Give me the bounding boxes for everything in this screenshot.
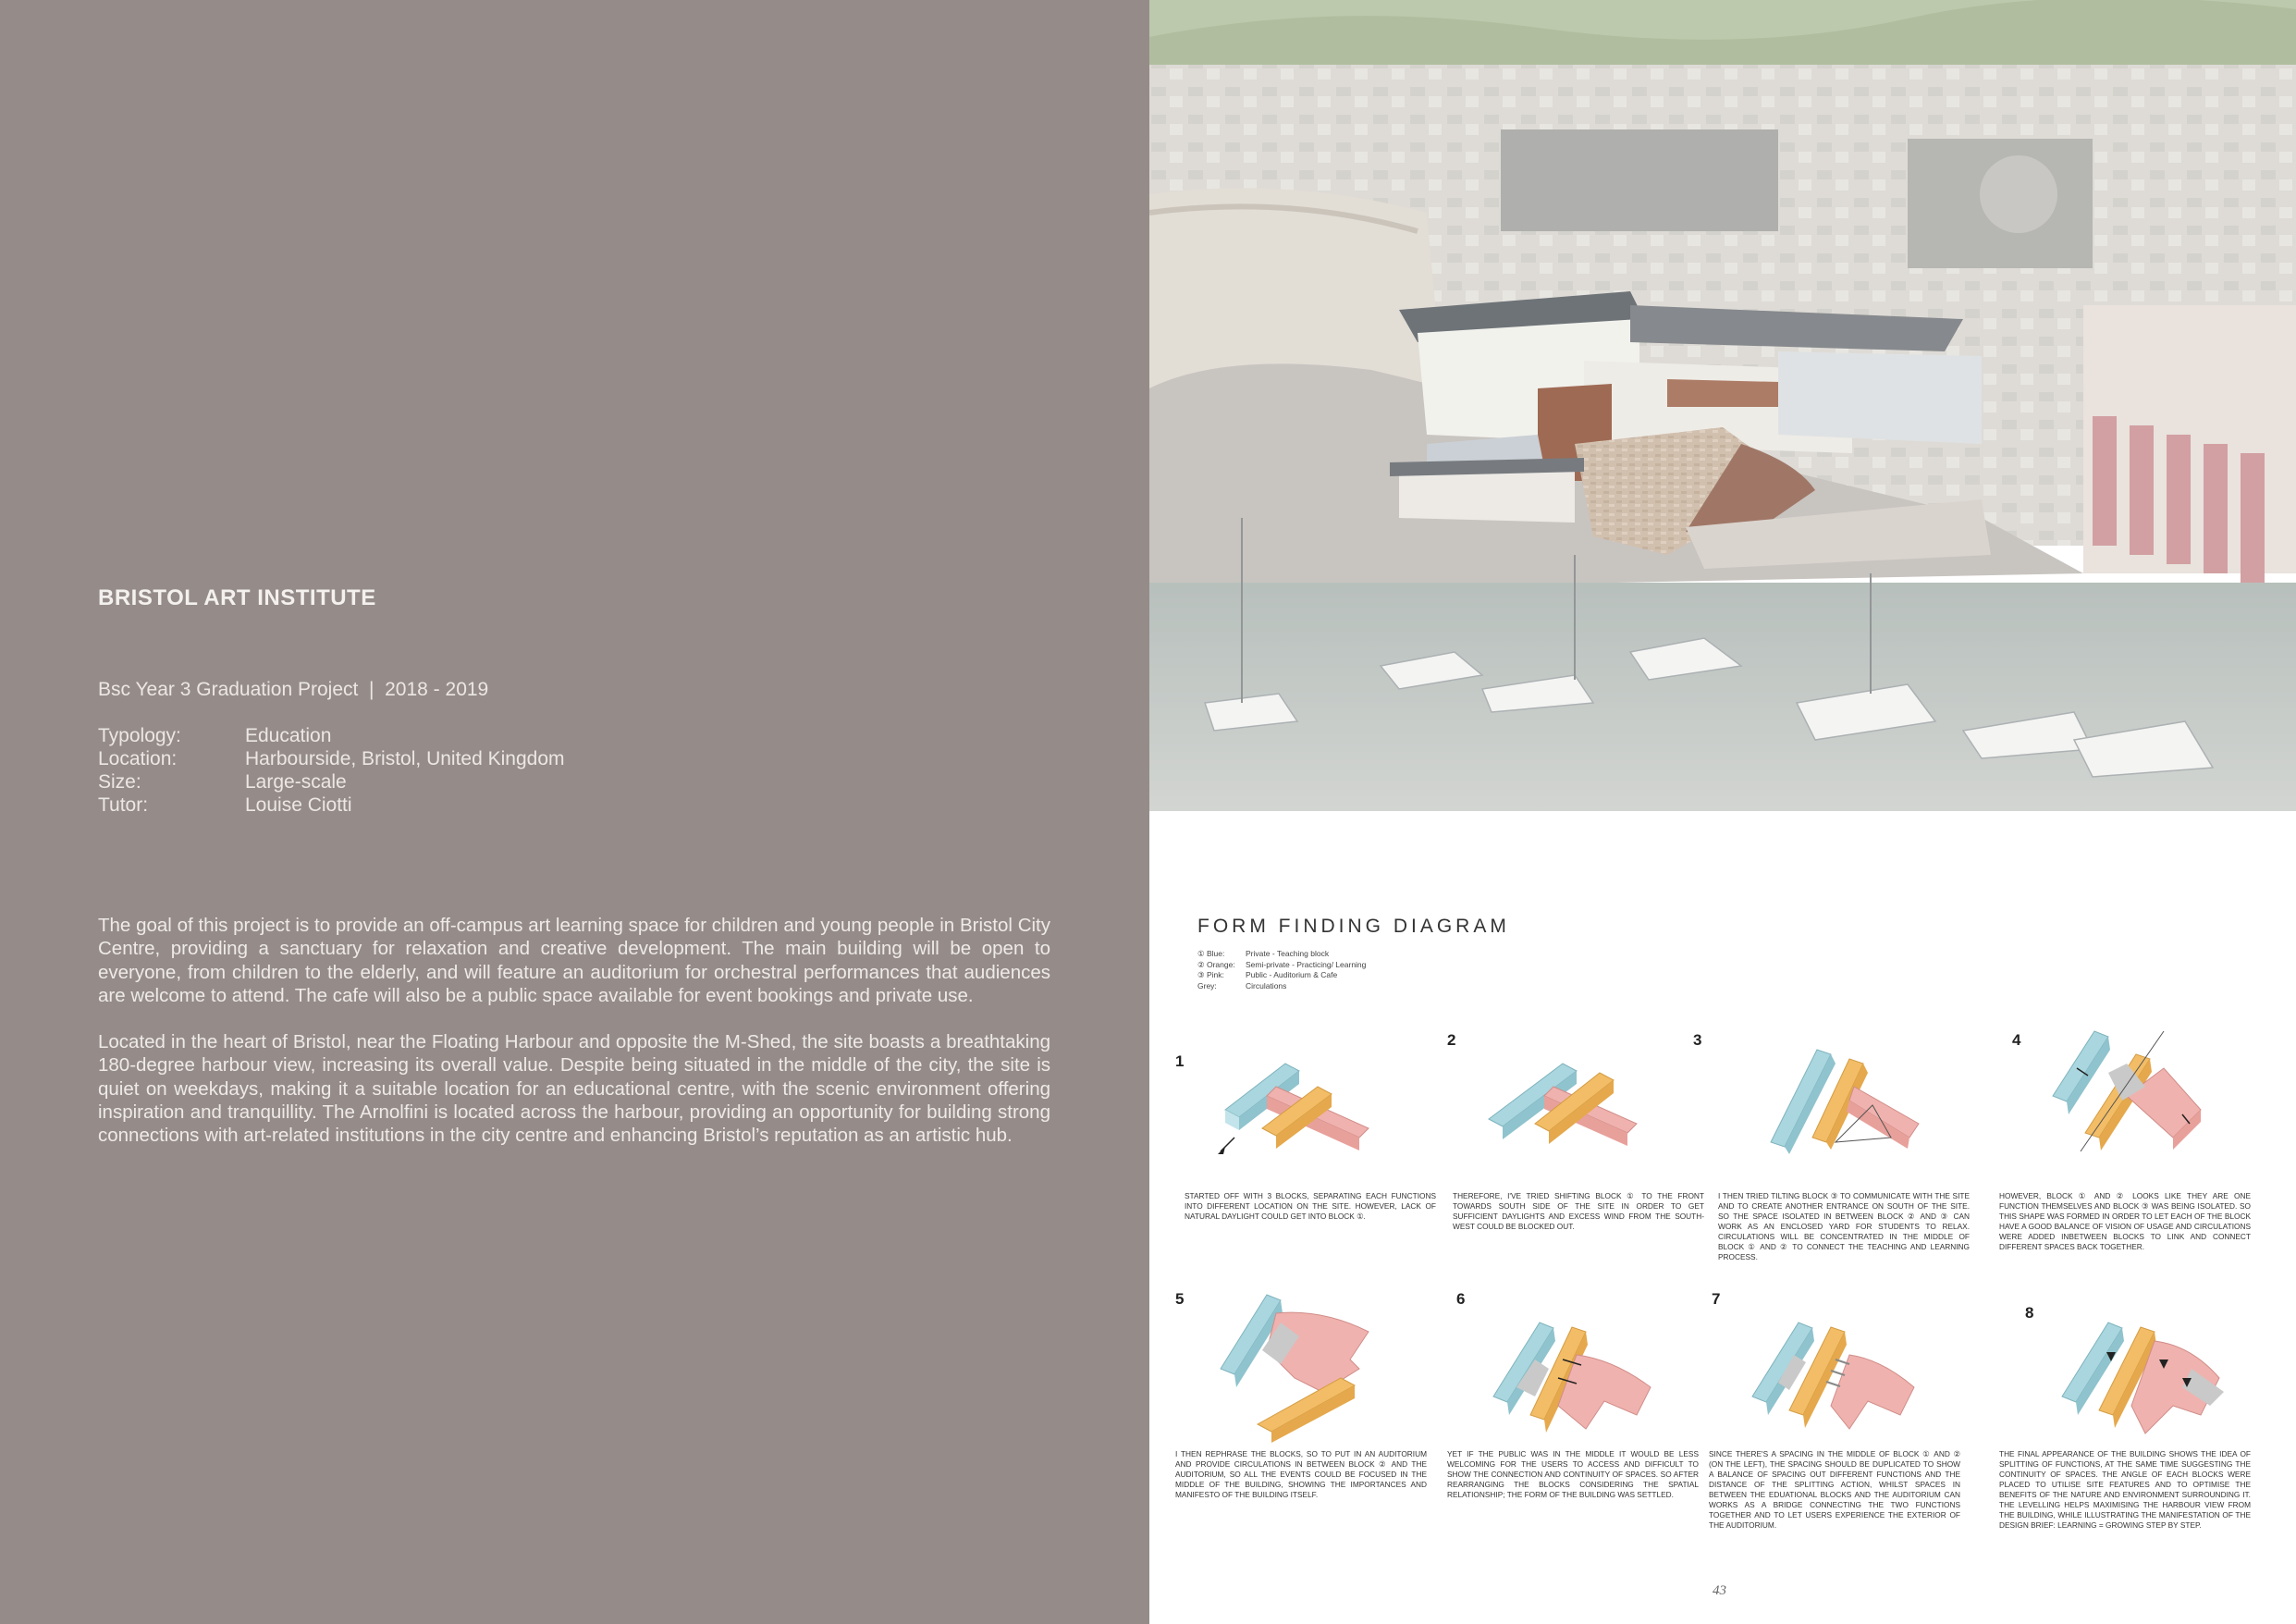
legend-key: ② Orange: [1197, 959, 1235, 969]
legend-key: Grey: [1197, 980, 1217, 990]
project-title: BRISTOL ART INSTITUTE [98, 585, 376, 610]
step-6-text: YET IF THE PUBLIC WAS IN THE MIDDLE IT WOULD BE LESS WELCOMING FOR THE USERS TO ACCESS AND DIFFICULT TO SHOW THE CONNECTION AND CONTINUITY OF SPACES. SO AFTER REARRANGING THE BLOCKS CONSIDERING THE SPATIAL RELATIONSHIP; THE FORM OF THE BUILDING WAS SETTLED. [1447, 1449, 1699, 1499]
step-3-number: 3 [1693, 1031, 1702, 1049]
step-4-number: 4 [2012, 1031, 2021, 1049]
step-8-number: 8 [2025, 1304, 2034, 1322]
step-5-text: I THEN REPHRASE THE BLOCKS, SO TO PUT IN AN AUDITORIUM AND PROVIDE CIRCULATIONS IN BETWEEN BLOCK ② AND THE AUDITORIUM, SO ALL THE EVENTS COULD BE FOCUSED IN THE MIDDLE OF THE BUILDING, SHOWING THE IMPORTANCES AND MANIFESTO OF THE BUILDING ITSELF. [1175, 1449, 1427, 1499]
info-value: Harbourside, Bristol, United Kingdom [245, 748, 565, 769]
info-value: Education [245, 725, 332, 746]
step-2-text: THEREFORE, I'VE TRIED SHIFTING BLOCK ① TO THE FRONT TOWARDS SOUTH SIDE OF THE SITE IN ORDER TO GET SUFFICIENT DAYLIGHTS AND EXCESS WIND FROM THE SOUTH-WEST COULD BE BLOCKED OUT. [1453, 1191, 1704, 1231]
legend-value: Circulations [1246, 980, 1287, 990]
info-row-tutor [98, 794, 565, 817]
info-key: Typology: [98, 725, 181, 746]
legend-key: ① Blue: [1197, 949, 1225, 958]
info-row-size [98, 770, 565, 794]
step-7-diagram [1743, 1304, 1928, 1443]
site-render-illustration [1149, 0, 2296, 811]
step-6-diagram [1484, 1304, 1669, 1443]
info-key: Tutor: [98, 794, 149, 816]
diagram-legend [1197, 949, 1366, 991]
step-4-text: HOWEVER, BLOCK ① AND ② LOOKS LIKE THEY ARE ONE FUNCTION THEMSELVES AND BLOCK ③ WAS BEING ISOLATED. SO THIS SHAPE WAS FORMED IN ORDER TO LET EACH OF THE BLOCK HAVE A GOOD BALANCE OF VISION OF USAGE AND CIRCULATIONS WERE ADDED INBETWEEN BLOCKS TO LINK AND CONNECT DIFFERENT SPACES BACK TOGETHER. [1999, 1191, 2251, 1251]
description-paragraph: The goal of this project is to provide an off-campus art learning space for children and young people in Bristol City Centre, providing a sanctuary for relaxation and creative development. The main building will be open to everyone, from children to the elderly, and will feature an auditorium for orchestral performances that audiences are welcome to attend. The cafe will also be a public space available for event bookings and private use. [98, 915, 1050, 1006]
info-row-location [98, 747, 565, 770]
info-key: Location: [98, 748, 178, 769]
legend-item-orange [1197, 960, 1366, 971]
info-value: Louise Ciotti [245, 794, 352, 816]
legend-value: Public - Auditorium & Cafe [1246, 970, 1338, 979]
page-number: 43 [1713, 1583, 1726, 1598]
step-2-number: 2 [1447, 1031, 1456, 1049]
project-description [98, 914, 1050, 1171]
step-8-text: THE FINAL APPEARANCE OF THE BUILDING SHOWS THE IDEA OF SPLITTING OF FUNCTIONS, AT THE SAME TIME SUGGESTING THE CONTINUITY OF SPACES. THE ANGLE OF EACH BLOCKS WERE PLACED TO UTILISE SITE FEATURES AND TO OPTIMISE THE BENEFITS OF THE NATURE AND ENVIRONMENT SURROUNDING IT. THE LEVELLING HELPS MAXIMISING THE HARBOUR VIEW FROM THE BUILDING, WHILE ILLUSTRATING THE MANIFESTATION OF THE DESIGN BRIEF: LEARNING = GROWING STEP BY STEP. [1999, 1449, 2251, 1530]
step-1-text: STARTED OFF WITH 3 BLOCKS, SEPARATING EACH FUNCTIONS INTO DIFFERENT LOCATION ON THE SITE. HOWEVER, LACK OF NATURAL DAYLIGHT COULD GET INTO BLOCK ①. [1185, 1191, 1436, 1221]
project-subtitle: Bsc Year 3 Graduation Project | 2018 - 2019 [98, 679, 489, 700]
step-5-number: 5 [1175, 1290, 1185, 1308]
legend-key: ③ Pink: [1197, 970, 1224, 979]
legend-item-blue [1197, 949, 1366, 960]
step-1-diagram [1207, 1045, 1392, 1165]
project-info-table [98, 724, 565, 817]
legend-value: Private - Teaching block [1246, 949, 1330, 958]
step-6-number: 6 [1456, 1290, 1466, 1308]
step-3-text: I THEN TRIED TILTING BLOCK ③ TO COMMUNICATE WITH THE SITE AND TO CREATE ANOTHER ENTRANCE ON SOUTH OF THE SITE. SO THE SPACE ISOLATED IN BETWEEN BLOCK ② AND ③ CAN WORK AS AN ENCLOSED YARD FOR STUDENTS TO RELAX. CIRCULATIONS WILL BE CONCENTRATED IN THE MIDDLE OF BLOCK ① AND ② TO CONNECT THE TEACHING AND LEARNING PROCESS. [1718, 1191, 1970, 1261]
step-7-text: SINCE THERE'S A SPACING IN THE MIDDLE OF BLOCK ① AND ② (ON THE LEFT), THE SPACING SHOULD BE DUPLICATED TO SHOW A BALANCE OF SPACING OUT DIFFERENT FUNCTIONS AND THE DISTANCE OF THE SPLITTING ACTION, WHILST SPACES IN BETWEEN THE EDUATIONAL BLOCKS AND THE AUDITORIUM CAN WORKS AS A BRIDGE CONNECTING THE TWO FUNCTIONS TOGETHER AND TO LET USERS EXPERIENCE THE EXTERIOR OF THE AUDITORIUM. [1709, 1449, 1960, 1530]
info-value: Large-scale [245, 771, 347, 793]
diagram-title: FORM FINDING DIAGRAM [1197, 916, 1510, 937]
description-paragraph: Located in the heart of Bristol, near the Floating Harbour and opposite the M-Shed, the site boasts a breathtaking 180-degree harbour view, increasing its overall value. Despite being situated in the middle of the city, the site is quiet on weekdays, making it a suitable location for an educational centre, with the scenic environment offering inspiration and tranquillity. The Arnolfini is located across the harbour, providing an opportunity for building strong connections with art-related institutions in the city centre and enhancing Bristol’s reputation as an artistic hub. [98, 1031, 1050, 1147]
step-1-number: 1 [1175, 1052, 1185, 1070]
legend-item-pink [1197, 970, 1366, 981]
step-4-diagram [2044, 1022, 2228, 1161]
step-5-diagram [1211, 1286, 1396, 1443]
info-key: Size: [98, 771, 141, 793]
info-row-typology [98, 724, 565, 747]
step-7-number: 7 [1712, 1290, 1721, 1308]
step-2-diagram [1480, 1036, 1664, 1156]
site-aerial-render [1149, 0, 2296, 811]
legend-value: Semi-private - Practicing/ Learning [1246, 959, 1367, 969]
step-3-diagram [1762, 1036, 1946, 1156]
legend-item-grey [1197, 981, 1366, 992]
step-8-diagram [2053, 1304, 2238, 1443]
